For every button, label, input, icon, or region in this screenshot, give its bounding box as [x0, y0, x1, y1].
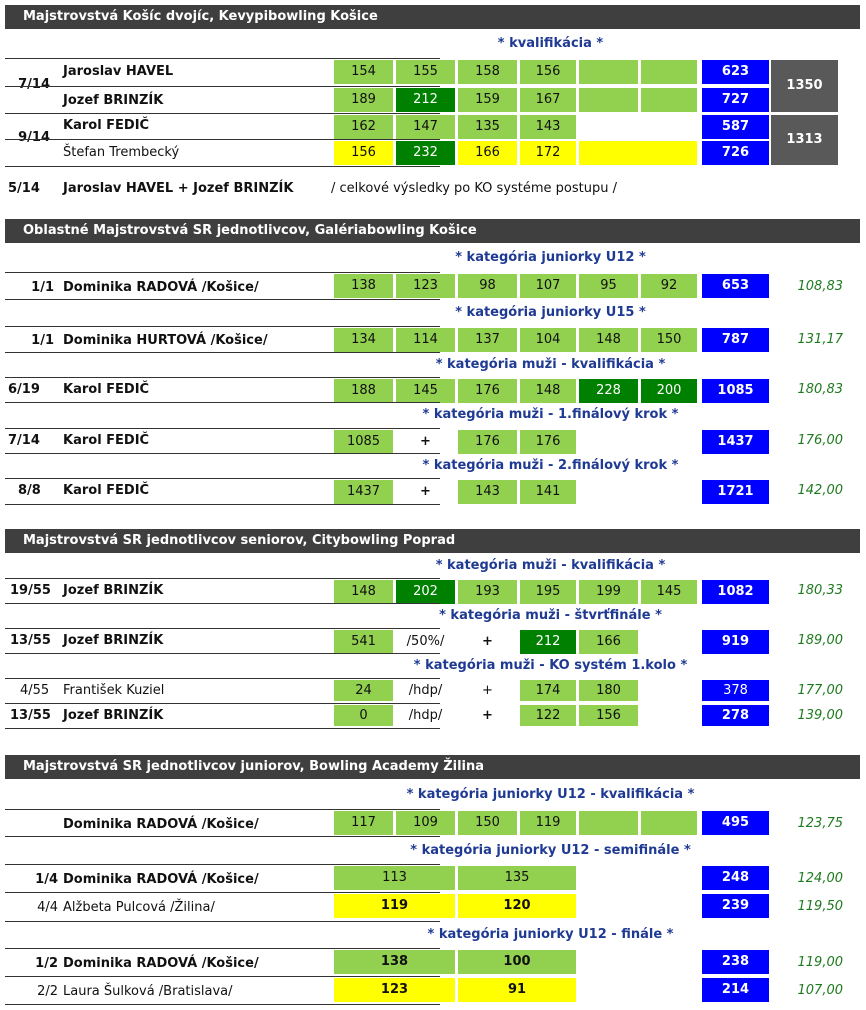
- category-label: * kategória juniorky U12 - finále *: [427, 927, 674, 942]
- game-score: 107: [520, 274, 576, 298]
- plus-sign: +: [420, 484, 431, 499]
- total-score: 727: [702, 88, 769, 112]
- average: 119,50: [797, 899, 843, 914]
- rank: 13/55: [10, 633, 51, 648]
- row-divider: [5, 653, 440, 654]
- empty-game-cell: [641, 88, 697, 112]
- game-score: 166: [579, 630, 638, 654]
- game-score-high: 228: [579, 379, 638, 403]
- game-score: 135: [458, 115, 517, 139]
- category-label: * kategória juniorky U15 *: [455, 305, 646, 320]
- game-score: 123: [396, 274, 455, 298]
- game-score: 135: [458, 866, 576, 890]
- game-score: 119: [334, 894, 455, 918]
- row-divider: [5, 453, 440, 454]
- rank: 19/55: [10, 583, 51, 598]
- row-divider: [5, 678, 440, 679]
- average: 139,00: [797, 708, 843, 723]
- plus-sign: +: [420, 434, 431, 449]
- row-divider: [5, 976, 440, 977]
- game-score-high: 232: [396, 141, 455, 165]
- player-name: Alžbeta Pulcová /Žilina/: [63, 900, 215, 915]
- game-score: 147: [396, 115, 455, 139]
- empty-game-cell: [579, 60, 638, 84]
- game-score: 100: [458, 950, 576, 974]
- pair-total: 1313: [771, 115, 838, 165]
- game-score: 122: [520, 705, 576, 726]
- handicap-label: /hdp/: [408, 683, 443, 698]
- rank: 9/14: [18, 130, 50, 145]
- average: 119,00: [797, 955, 843, 970]
- category-label: * kategória juniorky U12 *: [455, 250, 646, 265]
- game-score: 92: [641, 274, 697, 298]
- section-header-regional: Oblastné Majstrovstvá SR jednotlivcov, Galériabowling Košice: [5, 219, 860, 243]
- game-score: 109: [396, 811, 455, 835]
- game-score-high: 212: [396, 88, 455, 112]
- player-name: Dominika HURTOVÁ /Košice/: [63, 333, 268, 348]
- average: 176,00: [797, 433, 843, 448]
- category-label: * kategória muži - kvalifikácia *: [435, 357, 666, 372]
- row-divider: [5, 836, 440, 837]
- plus-sign: +: [482, 683, 493, 698]
- game-score: 162: [334, 115, 393, 139]
- total-score: 278: [702, 705, 769, 726]
- game-score: 95: [579, 274, 638, 298]
- game-score: 148: [579, 328, 638, 352]
- game-score: 154: [334, 60, 393, 84]
- average: 124,00: [797, 871, 843, 886]
- pair-names: Jaroslav HAVEL + Jozef BRINZÍK: [63, 181, 294, 196]
- player-name: Karol FEDIČ: [63, 433, 150, 448]
- rank: 2/2: [37, 984, 58, 999]
- game-score: 143: [520, 115, 576, 139]
- total-score: 919: [702, 630, 769, 654]
- row-divider: [5, 478, 440, 479]
- rank: 6/19: [8, 382, 40, 397]
- rank: 7/14: [8, 433, 40, 448]
- game-score: 188: [334, 379, 393, 403]
- row-divider: [5, 703, 440, 704]
- row-divider: [5, 326, 440, 327]
- row-divider: [5, 402, 440, 403]
- total-score: 495: [702, 811, 769, 835]
- empty-game-cell: [641, 60, 697, 84]
- total-score: 623: [702, 60, 769, 84]
- row-divider: [5, 86, 440, 87]
- carry-score: 1437: [334, 480, 393, 504]
- total-score: 1082: [702, 580, 769, 604]
- player-name: Jozef BRINZÍK: [63, 93, 164, 108]
- row-divider: [5, 892, 440, 893]
- total-score: 653: [702, 274, 769, 298]
- game-score: 91: [458, 978, 576, 1002]
- row-divider: [5, 352, 440, 353]
- game-score: 134: [334, 328, 393, 352]
- row-divider: [5, 864, 440, 865]
- row-divider: [5, 603, 440, 604]
- average: 142,00: [797, 483, 843, 498]
- pair-total: 1350: [771, 60, 838, 112]
- player-name: Karol FEDIČ: [63, 118, 150, 133]
- player-name: Jozef BRINZÍK: [63, 583, 164, 598]
- row-divider: [5, 578, 440, 579]
- game-score: 119: [520, 811, 576, 835]
- game-score: 172: [520, 141, 576, 165]
- rank: 8/8: [18, 483, 41, 498]
- rank: 5/14: [8, 181, 40, 196]
- game-score: 155: [396, 60, 455, 84]
- game-score-high: 200: [641, 379, 697, 403]
- average: 107,00: [797, 983, 843, 998]
- player-name: Laura Šulková /Bratislava/: [63, 984, 233, 999]
- row-divider: [5, 728, 440, 729]
- game-score: 156: [520, 60, 576, 84]
- game-score: 123: [334, 978, 455, 1002]
- game-score: 137: [458, 328, 517, 352]
- section-header-seniors: Majstrovstvá SR jednotlivcov seniorov, Citybowling Poprad: [5, 529, 860, 553]
- category-label: * kategória muži - KO systém 1.kolo *: [413, 658, 688, 673]
- game-score: 117: [334, 811, 393, 835]
- game-score-high: 212: [520, 630, 576, 654]
- game-score: 145: [641, 580, 697, 604]
- game-score: 176: [458, 379, 517, 403]
- category-label: * kategória muži - kvalifikácia *: [435, 558, 666, 573]
- row-divider: [5, 58, 440, 59]
- average: 180,83: [797, 382, 843, 397]
- game-score: 174: [520, 680, 576, 701]
- game-score: 150: [641, 328, 697, 352]
- player-name: Jaroslav HAVEL: [63, 64, 174, 79]
- game-score: 193: [458, 580, 517, 604]
- total-score: 726: [702, 141, 769, 165]
- game-score: 189: [334, 88, 393, 112]
- category-label: * kvalifikácia *: [497, 36, 604, 51]
- game-score: 156: [579, 705, 638, 726]
- total-score: 378: [702, 680, 769, 701]
- game-score: 176: [520, 430, 576, 454]
- total-score: 1085: [702, 379, 769, 403]
- note-text: / celkové výsledky po KO systéme postupu /: [331, 181, 617, 196]
- rank: 13/55: [10, 708, 51, 723]
- game-score: 145: [396, 379, 455, 403]
- player-name: Jozef BRINZÍK: [63, 633, 164, 648]
- total-score: 214: [702, 978, 769, 1002]
- game-score: 176: [458, 430, 517, 454]
- game-score: 98: [458, 274, 517, 298]
- game-score: 167: [520, 88, 576, 112]
- total-score: 1437: [702, 430, 769, 454]
- total-score: 587: [702, 115, 769, 139]
- handicap-score: 24: [334, 680, 393, 701]
- row-divider: [5, 809, 440, 810]
- player-name: František Kuziel: [63, 683, 165, 698]
- category-label: * kategória juniorky U12 - kvalifikácia *: [406, 787, 695, 802]
- rank: 1/2: [35, 956, 58, 971]
- carry-score: 1085: [334, 430, 393, 454]
- rank: 1/4: [35, 872, 58, 887]
- rank: 1/1: [31, 280, 54, 295]
- game-score: 138: [334, 274, 393, 298]
- player-name: Dominika RADOVÁ /Košice/: [63, 280, 259, 295]
- game-score: 159: [458, 88, 517, 112]
- player-name: Dominika RADOVÁ /Košice/: [63, 872, 259, 887]
- rank: 4/4: [37, 900, 58, 915]
- total-score: 1721: [702, 480, 769, 504]
- player-name: Štefan Trembecký: [63, 145, 180, 160]
- row-divider: [5, 113, 440, 114]
- game-score: 148: [334, 580, 393, 604]
- total-score: 239: [702, 894, 769, 918]
- percent-label: /50%/: [406, 634, 445, 649]
- game-score: 143: [458, 480, 517, 504]
- row-divider: [5, 504, 440, 505]
- game-score: 104: [520, 328, 576, 352]
- category-label: * kategória muži - 2.finálový krok *: [422, 458, 679, 473]
- section-header-juniors: Majstrovstvá SR jednotlivcov juniorov, Bowling Academy Žilina: [5, 755, 860, 779]
- game-score: 141: [520, 480, 576, 504]
- average: 177,00: [797, 683, 843, 698]
- game-score-high: 202: [396, 580, 455, 604]
- average: 123,75: [797, 816, 843, 831]
- row-divider: [5, 272, 440, 273]
- plus-sign: +: [482, 708, 493, 723]
- row-divider: [5, 628, 440, 629]
- player-name: Dominika RADOVÁ /Košice/: [63, 956, 259, 971]
- game-score: 195: [520, 580, 576, 604]
- row-divider: [5, 921, 440, 922]
- category-label: * kategória muži - štvrťfinále *: [439, 608, 662, 623]
- empty-game-cell: [579, 88, 638, 112]
- section-header-kosice-pairs: Majstrovstvá Košíc dvojíc, Kevypibowling Košice: [5, 5, 860, 29]
- player-name: Dominika RADOVÁ /Košice/: [63, 817, 259, 832]
- game-score: 148: [520, 379, 576, 403]
- row-divider: [5, 428, 440, 429]
- carry-score: 541: [334, 630, 393, 654]
- rank: 1/1: [31, 333, 54, 348]
- empty-game-cell: [579, 811, 638, 835]
- average: 108,83: [797, 279, 843, 294]
- empty-game-cell: [579, 141, 697, 165]
- total-score: 787: [702, 328, 769, 352]
- category-label: * kategória muži - 1.finálový krok *: [422, 407, 679, 422]
- handicap-score: 0: [334, 705, 393, 726]
- row-divider: [5, 166, 440, 167]
- player-name: Jozef BRINZÍK: [63, 708, 164, 723]
- handicap-label: /hdp/: [408, 708, 443, 723]
- player-name: Karol FEDIČ: [63, 483, 150, 498]
- row-divider: [5, 1004, 440, 1005]
- average: 180,33: [797, 583, 843, 598]
- game-score: 120: [458, 894, 576, 918]
- average: 131,17: [797, 332, 843, 347]
- game-score: 113: [334, 866, 455, 890]
- rank: 4/55: [20, 683, 50, 698]
- row-divider: [5, 299, 440, 300]
- game-score: 150: [458, 811, 517, 835]
- row-divider: [5, 948, 440, 949]
- game-score: 199: [579, 580, 638, 604]
- game-score: 158: [458, 60, 517, 84]
- game-score: 114: [396, 328, 455, 352]
- category-label: * kategória juniorky U12 - semifinále *: [410, 843, 691, 858]
- total-score: 248: [702, 866, 769, 890]
- total-score: 238: [702, 950, 769, 974]
- row-divider: [5, 377, 440, 378]
- player-name: Karol FEDIČ: [63, 382, 150, 397]
- row-divider: [5, 139, 440, 140]
- game-score: 180: [579, 680, 638, 701]
- game-score: 156: [334, 141, 393, 165]
- rank: 7/14: [18, 77, 50, 92]
- game-score: 138: [334, 950, 455, 974]
- plus-sign: +: [482, 634, 493, 649]
- game-score: 166: [458, 141, 517, 165]
- average: 189,00: [797, 633, 843, 648]
- empty-game-cell: [641, 811, 697, 835]
